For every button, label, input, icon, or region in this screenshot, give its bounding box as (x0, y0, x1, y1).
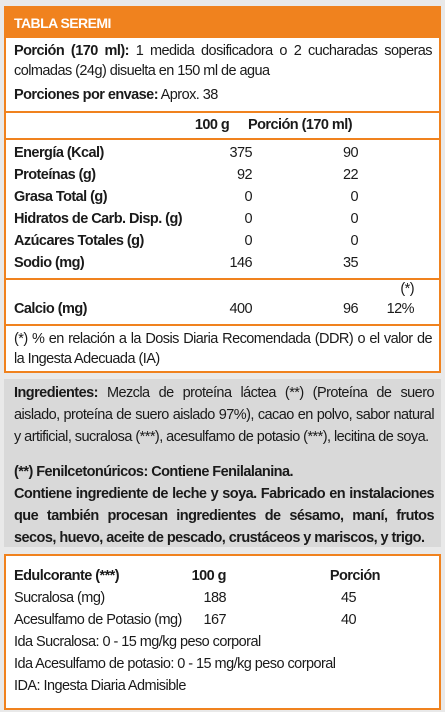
row-portion-energia: 90 (342, 145, 358, 161)
sweetener-header-name: Edulcorante (***) (14, 568, 120, 584)
row-portion-hidratos: 0 (350, 211, 358, 227)
ingredients-text: Mezcla de proteína láctea (**) (Proteína de suero aislado, proteína de suero aislado 97%), cacao en polvo, sabor natural y artificial, sucralosa (***), acesulfamo de potasio (***), lecitina de soya. (14, 385, 434, 445)
row-name-hidratos: Hidratos de Carb. Disp. (g) (14, 211, 183, 227)
sweeteners-table (4, 554, 441, 710)
row-name-sodio: Sodio (mg) (14, 255, 85, 271)
ingredients-paragraph (14, 382, 434, 448)
table-title: TABLA SEREMI (6, 8, 439, 38)
row-portion-azucares: 0 (350, 233, 358, 249)
sweetener-portion-sucralosa: 45 (340, 590, 356, 606)
phenylketonuric-warning: (**) Fenilcetonúricos: Contiene Fenilalanina. (14, 464, 293, 480)
sweetener-header-100g: 100 g (191, 568, 226, 584)
servings-label: Porciones por envase: (14, 87, 158, 103)
row-ddr-calcio: 12% (386, 301, 414, 317)
row-100g-proteinas: 92 (236, 167, 252, 183)
sweetener-100g-acesulfamo: 167 (203, 612, 226, 628)
row-100g-grasa: 0 (244, 189, 252, 205)
row-name-proteinas: Proteínas (g) (14, 167, 96, 183)
ddr-mark: (*) (400, 281, 414, 297)
row-name-energia: Energía (Kcal) (14, 145, 104, 161)
row-name-azucares: Azúcares Totales (g) (14, 233, 144, 249)
row-portion-sodio: 35 (342, 255, 358, 271)
divider (6, 111, 439, 113)
sweetener-100g-sucralosa: 188 (203, 590, 226, 606)
footnote: (*) % en relación a la Dosis Diaria Recomendada (DDR) o el valor de la Ingesta Adecuada (IA) (14, 331, 432, 367)
allergen-warning: Contiene ingrediente de leche y soya. Fabricado en instalaciones que también procesan ingredientes de sésamo, maní, frutos secos, huevo, aceite de pescado, crustáceos y mariscos, y trigo. (14, 486, 434, 546)
servings-value: Aprox. 38 (160, 87, 218, 103)
ida-acesulfamo: Ida Acesulfamo de potasio: 0 - 15 mg/kg peso corporal (14, 656, 336, 672)
col-header-portion: Porción (170 ml) (247, 117, 352, 133)
row-100g-hidratos: 0 (244, 211, 252, 227)
sweetener-header-portion: Porción (329, 568, 380, 584)
servings-line (14, 87, 218, 103)
nutrition-table (4, 6, 441, 373)
col-header-100g: 100 g (194, 117, 230, 133)
sweetener-portion-acesulfamo: 40 (340, 612, 356, 628)
divider (6, 138, 439, 140)
row-portion-calcio: 96 (342, 301, 358, 317)
divider (6, 278, 439, 280)
portion-text: 1 medida dosificadora o 2 cucharadas soperas colmadas (24g) disuelta en 150 ml de agua (14, 43, 432, 79)
sweetener-name-sucralosa: Sucralosa (mg) (14, 590, 105, 606)
row-name-calcio: Calcio (mg) (14, 301, 87, 317)
divider (6, 324, 439, 326)
ingredients-label: Ingredientes: (14, 385, 98, 401)
row-100g-azucares: 0 (244, 233, 252, 249)
row-name-grasa: Grasa Total (g) (14, 189, 107, 205)
row-100g-calcio: 400 (229, 301, 252, 317)
row-100g-energia: 375 (229, 145, 252, 161)
row-100g-sodio: 146 (229, 255, 252, 271)
sweetener-name-acesulfamo: Acesulfamo de Potasio (mg) (14, 612, 182, 628)
ingredients-section (4, 379, 441, 547)
row-portion-proteinas: 22 (342, 167, 358, 183)
ida-definition: IDA: Ingesta Diaria Admisible (14, 678, 186, 694)
row-portion-grasa: 0 (350, 189, 358, 205)
portion-label: Porción (170 ml): (14, 43, 129, 59)
portion-description (14, 41, 432, 81)
ida-sucralosa: Ida Sucralosa: 0 - 15 mg/kg peso corporal (14, 634, 261, 650)
